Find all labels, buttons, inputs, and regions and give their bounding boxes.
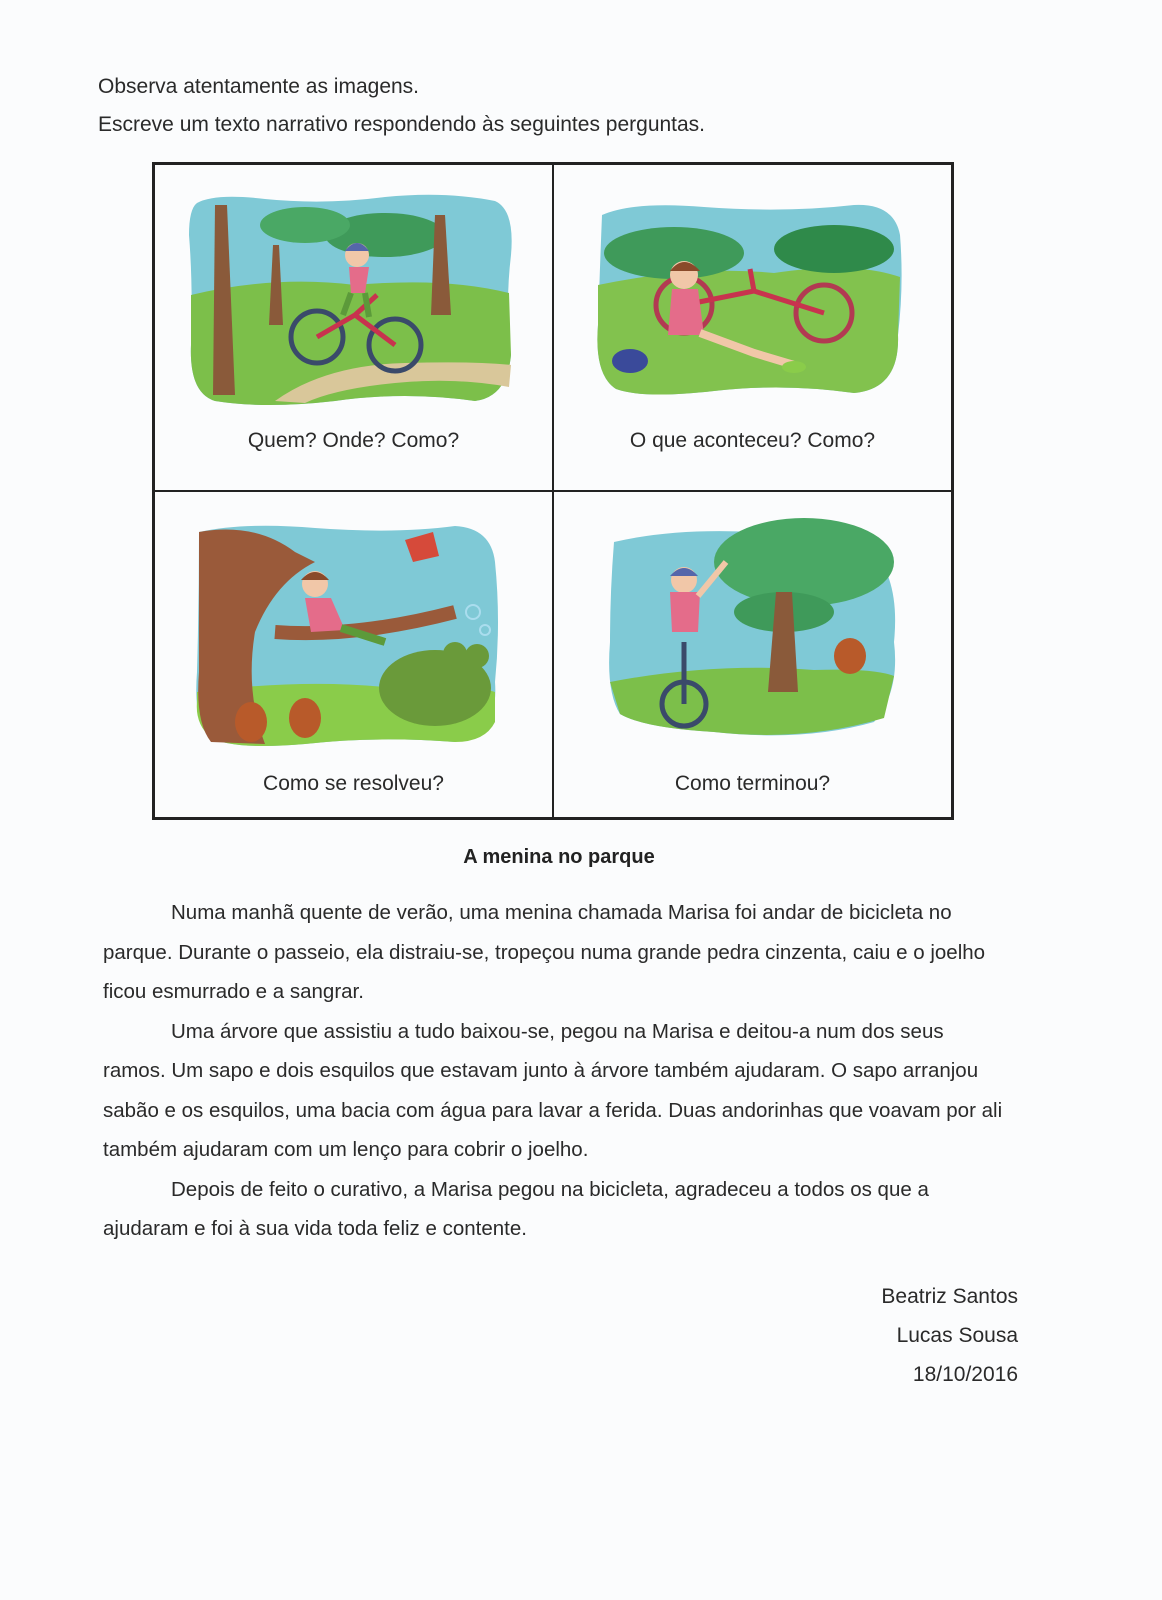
- panel-4-caption: Como terminou?: [674, 772, 831, 795]
- fall-illustration: [554, 165, 952, 425]
- author-1: Beatriz Santos: [881, 1285, 1018, 1308]
- instruction-line-2: Escreve um texto narrativo respondendo às seguintes perguntas.: [98, 113, 706, 136]
- panel-3: [154, 491, 553, 818]
- rescue-illustration: [155, 492, 553, 772]
- instruction-line-1: Observa atentamente as imagens.: [98, 75, 420, 98]
- story-paragraph-2: Uma árvore que assistiu a tudo baixou-se, pegou na Marisa e deitou-a num dos seus ramos. Um sapo e dois esquilos que estavam junto à árvore também ajudaram. O sapo arranjou sabão e os esquilos, uma bacia com água para lavar a ferida. Duas andorinhas que voavam por ali também ajudaram com um lenço para cobrir o joelho.: [103, 1019, 1003, 1161]
- panel-2: [553, 164, 952, 491]
- date: 18/10/2016: [912, 1363, 1018, 1386]
- story-paragraph-1: Numa manhã quente de verão, uma menina chamada Marisa foi andar de bicicleta no parque. Durante o passeio, ela distraiu-se, tropeçou numa grande pedra cinzenta, caiu e o joelho ficou esmurrado e a sangrar.: [103, 901, 986, 1003]
- picture-grid: [152, 162, 954, 820]
- story-paragraph-3: Depois de feito o curativo, a Marisa pegou na bicicleta, agradeceu a todos os que a ajudaram e foi à sua vida toda feliz e contente.: [103, 1177, 929, 1240]
- ending-illustration: [554, 492, 952, 772]
- author-2: Lucas Sousa: [896, 1324, 1018, 1347]
- story-title: A menina no parque: [463, 846, 655, 868]
- panel-1: [154, 164, 553, 491]
- panel-4: [553, 491, 952, 818]
- story-body: [103, 893, 1011, 1249]
- panel-1-caption: Quem? Onde? Como?: [247, 429, 460, 452]
- panel-2-caption: O que aconteceu? Como?: [629, 429, 876, 452]
- panel-3-caption: Como se resolveu?: [263, 772, 444, 795]
- bike-ride-illustration: [155, 165, 553, 425]
